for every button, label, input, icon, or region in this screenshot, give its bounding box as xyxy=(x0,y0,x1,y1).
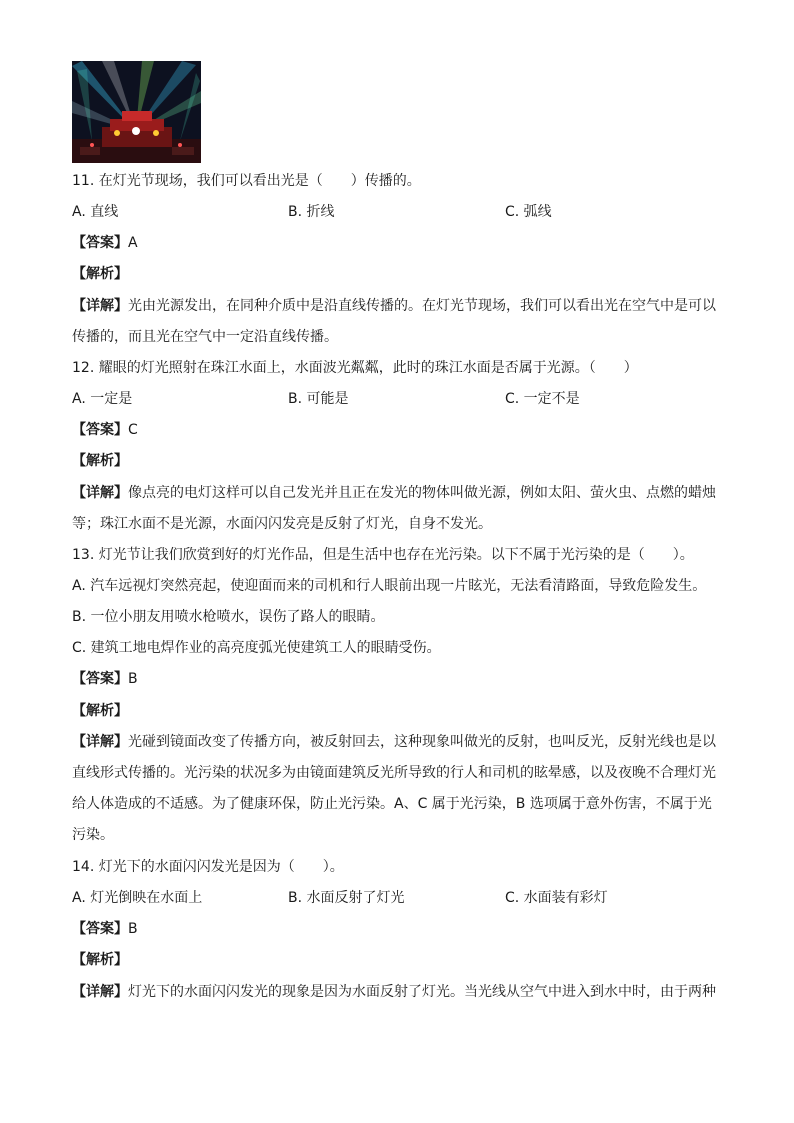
detail-12-line-2: 等；珠江水面不是光源，水面闪闪发亮是反射了灯光，自身不发光。 xyxy=(72,516,492,532)
question-11: 11. 在灯光节现场，我们可以看出光是（ ）传播的。 xyxy=(72,173,421,189)
option-c: C. 水面装有彩灯 xyxy=(505,890,608,906)
answer-value: C xyxy=(128,422,138,438)
detail-11-line-2: 传播的，而且光在空气中一定沿直线传播。 xyxy=(72,329,338,345)
answer-tag: 【答案】 xyxy=(72,671,128,687)
answer-tag: 【答案】 xyxy=(72,235,128,251)
detail-13-line-2: 直线形式传播的。光污染的状况多为由镜面建筑反光所导致的行人和司机的眩晕感，以及夜晚不合理灯光 xyxy=(72,765,716,781)
detail-13-line-1 xyxy=(72,731,732,753)
answer-value: A xyxy=(128,235,138,251)
detail-tag: 【详解】 xyxy=(72,485,128,501)
detail-text: 光碰到镜面改变了传播方向，被反射回去，这种现象叫做光的反射，也叫反光，反射光线也是以 xyxy=(128,734,716,750)
option-a: A. 一定是 xyxy=(72,391,133,407)
option-b: B. 可能是 xyxy=(288,391,349,407)
question-14-options xyxy=(72,887,732,909)
light-festival-photo xyxy=(72,61,201,163)
analysis-14: 【解析】 xyxy=(72,952,128,968)
detail-14-line-1 xyxy=(72,981,732,1003)
detail-13-line-4: 污染。 xyxy=(72,827,114,843)
option-a: A. 汽车远视灯突然亮起，使迎面而来的司机和行人眼前出现一片眩光，无法看清路面，导致危险发生。 xyxy=(72,578,707,594)
detail-text: 灯光下的水面闪闪发光的现象是因为水面反射了灯光。当光线从空气中进入到水中时，由于两种 xyxy=(128,984,716,1000)
option-b: B. 水面反射了灯光 xyxy=(288,890,405,906)
detail-tag: 【详解】 xyxy=(72,298,128,314)
option-a: A. 灯光倒映在水面上 xyxy=(72,890,203,906)
detail-13-line-3: 给人体造成的不适感。为了健康环保，防止光污染。A、C 属于光污染，B 选项属于意外伤害，不属于光 xyxy=(72,796,712,812)
question-13: 13. 灯光节让我们欣赏到好的灯光作品，但是生活中也存在光污染。以下不属于光污染的是（ ）。 xyxy=(72,547,694,563)
detail-12-line-1 xyxy=(72,482,732,504)
detail-tag: 【详解】 xyxy=(72,984,128,1000)
option-a: A. 直线 xyxy=(72,204,119,220)
answer-tag: 【答案】 xyxy=(72,921,128,937)
answer-11 xyxy=(72,232,732,254)
option-b: B. 折线 xyxy=(288,204,335,220)
detail-11-line-1 xyxy=(72,295,732,317)
question-11-options xyxy=(72,201,732,223)
option-b: B. 一位小朋友用喷水枪喷水，误伤了路人的眼睛。 xyxy=(72,609,385,625)
answer-14 xyxy=(72,918,732,940)
detail-text: 光由光源发出，在同种介质中是沿直线传播的。在灯光节现场，我们可以看出光在空气中是可以 xyxy=(128,298,716,314)
option-c: C. 一定不是 xyxy=(505,391,580,407)
answer-tag: 【答案】 xyxy=(72,422,128,438)
answer-13 xyxy=(72,668,732,690)
answer-12 xyxy=(72,419,732,441)
question-12: 12. 耀眼的灯光照射在珠江水面上，水面波光粼粼，此时的珠江水面是否属于光源。（ ） xyxy=(72,360,638,376)
analysis-13: 【解析】 xyxy=(72,703,128,719)
analysis-11: 【解析】 xyxy=(72,266,128,282)
answer-value: B xyxy=(128,921,138,937)
option-c: C. 建筑工地电焊作业的高亮度弧光使建筑工人的眼睛受伤。 xyxy=(72,640,441,656)
answer-value: B xyxy=(128,671,138,687)
detail-tag: 【详解】 xyxy=(72,734,128,750)
question-14: 14. 灯光下的水面闪闪发光是因为（ ）。 xyxy=(72,859,344,875)
option-c: C. 弧线 xyxy=(505,204,552,220)
detail-text: 像点亮的电灯这样可以自己发光并且正在发光的物体叫做光源，例如太阳、萤火虫、点燃的蜡烛 xyxy=(128,485,716,501)
analysis-12: 【解析】 xyxy=(72,453,128,469)
light-show-illustration xyxy=(72,61,201,163)
question-12-options xyxy=(72,388,732,410)
